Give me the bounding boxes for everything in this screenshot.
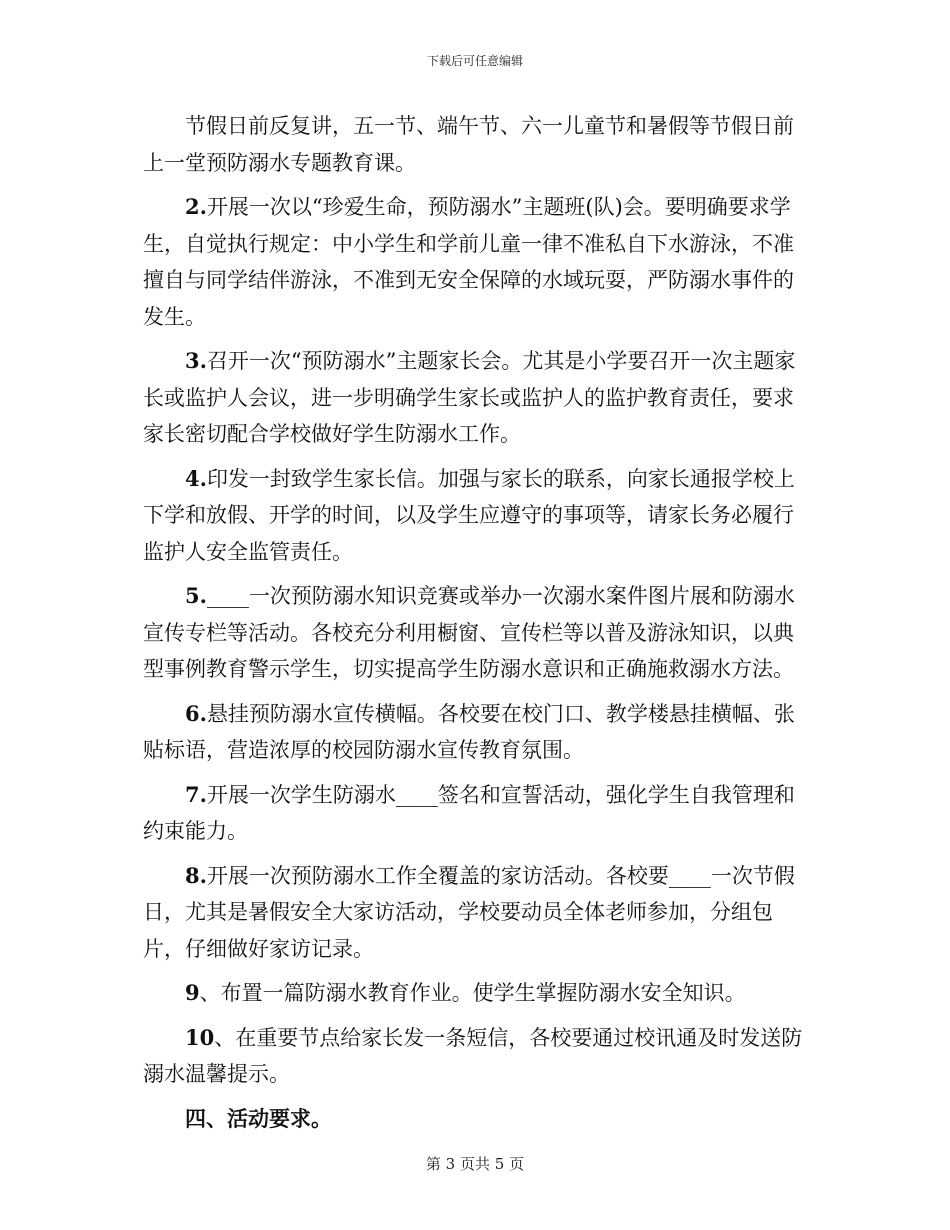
paragraph: 2.开展一次以“珍爱生命，预防溺水”主题班(队)会。要明确要求学生，自觉执行规定：中小学生和学前儿童一律不准私自下水游泳，不准擅自与同学结伴游泳，不准到无安全保障的水域玩耍，严防溺水事件的发生。	[143, 194, 794, 329]
item-number: 2.	[185, 194, 207, 219]
page-footer: 第 3 页共 5 页	[425, 1155, 525, 1173]
document-body	[143, 108, 803, 1145]
item-number: 6.	[185, 700, 207, 726]
paragraph: 5.____一次预防溺水知识竞赛或举办一次溺水案件图片展和防溺水宣传专栏等活动。各校充分利用橱窗、宣传栏等以普及游泳知识，以典型事例教育警示学生，切实提高学生防溺水意识和正确施救溺水方法。	[143, 583, 795, 681]
item-number: 7.	[185, 781, 207, 807]
section-heading: 四、活动要求。	[185, 1105, 332, 1131]
paragraph: 节假日前反复讲，五一节、端午节、六一儿童节和暑假等节假日前上一堂预防溺水专题教育课。	[143, 114, 794, 175]
page-header: 下载后可任意编辑	[426, 54, 523, 68]
item-number: 9	[185, 980, 200, 1005]
item-number: 10	[185, 1024, 215, 1050]
paragraph: 8.开展一次预防溺水工作全覆盖的家访活动。各校要____一次节假日，尤其是暑假安全大家访活动，学校要动员全体老师参加，分组包片，仔细做好家访记录。	[143, 862, 795, 961]
item-number: 8.	[185, 862, 207, 888]
paragraph: 6.悬挂预防溺水宣传横幅。各校要在校门口、教学楼悬挂横幅、张贴标语，营造浓厚的校园防溺水宣传教育氛围。	[143, 700, 795, 762]
paragraph: 10、在重要节点给家长发一条短信，各校要通过校讯通及时发送防溺水温馨提示。	[143, 1024, 803, 1086]
paragraph: 9、布置一篇防溺水教育作业。使学生掌握防溺水安全知识。	[185, 980, 746, 1005]
paragraph: 7.开展一次学生防溺水____签名和宣誓活动，强化学生自我管理和约束能力。	[143, 781, 795, 843]
item-number: 4.	[185, 465, 207, 491]
paragraph: 3.召开一次“预防溺水”主题家长会。尤其是小学要召开一次主题家长或监护人会议，进一步明确学生家长或监护人的监护教育责任，要求家长密切配合学校做好学生防溺水工作。	[143, 348, 796, 446]
item-number: 5.	[185, 583, 207, 608]
item-number: 3.	[185, 348, 207, 373]
paragraph: 4.印发一封致学生家长信。加强与家长的联系，向家长通报学校上下学和放假、开学的时间，以及学生应遵守的事项等，请家长务必履行监护人安全监管责任。	[143, 465, 795, 564]
